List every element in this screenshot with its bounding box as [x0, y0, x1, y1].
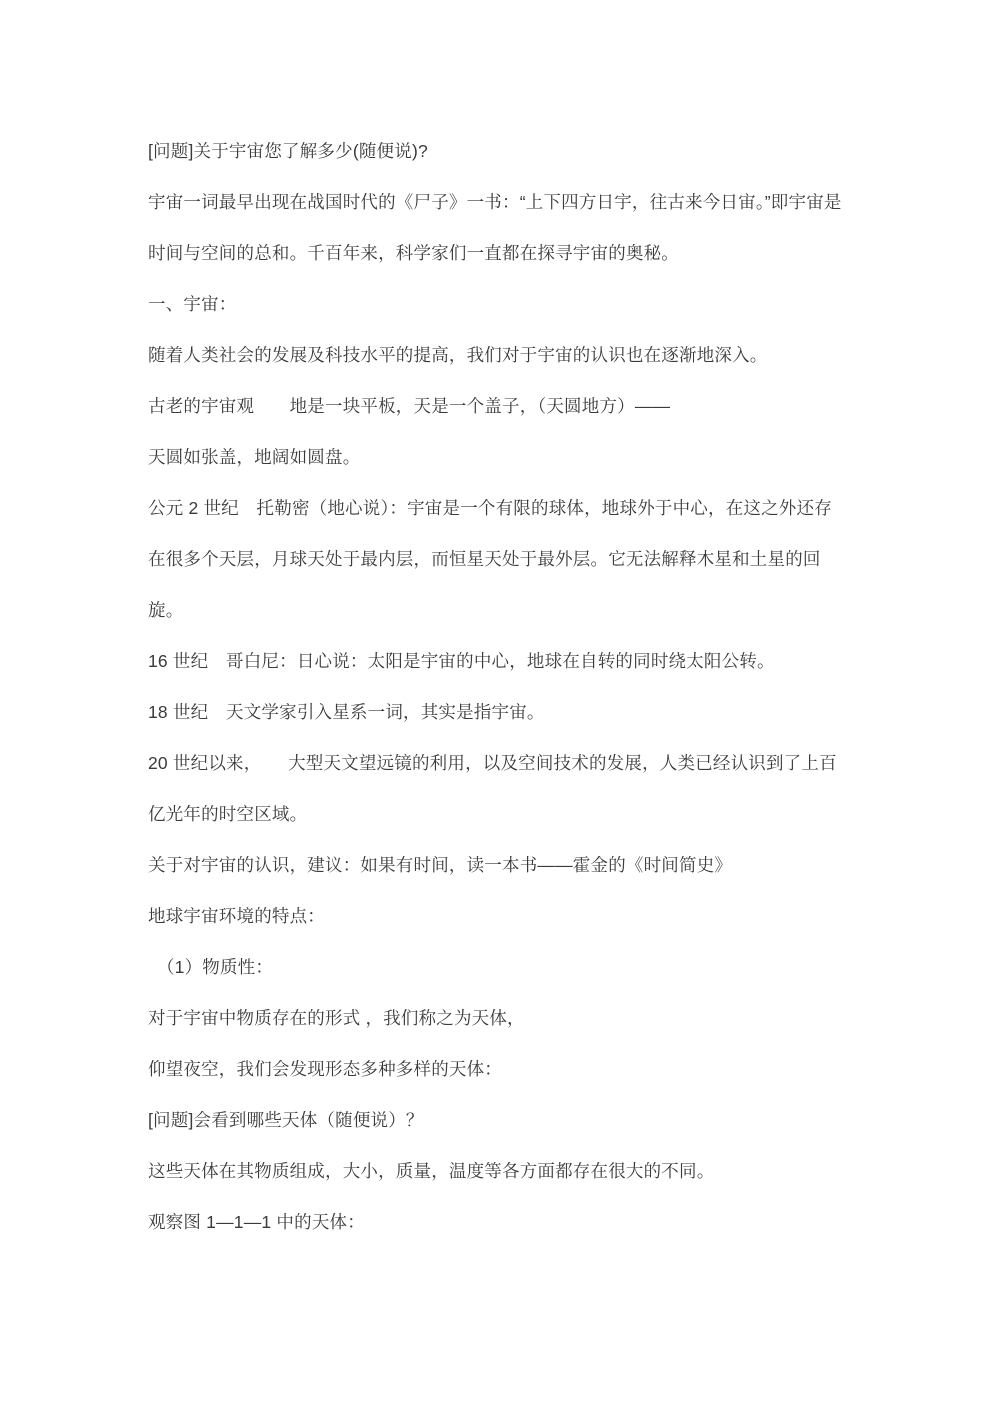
- paragraph-question-intro: [问题]关于宇宙您了解多少(随便说)?: [148, 141, 428, 161]
- paragraph-question-celestial-bodies: [问题]会看到哪些天体（随便说）？: [148, 1110, 424, 1130]
- heading-section-one: 一、宇宙：: [148, 294, 237, 314]
- paragraph-night-sky-observation: 仰望夜空，我们会发现形态多种多样的天体：: [148, 1059, 502, 1079]
- paragraph-ancient-cosmology: 古老的宇宙观 地是一块平板，天是一个盖子，（天圆地方）——: [148, 396, 671, 416]
- paragraph-reading-suggestion: 关于对宇宙的认识，建议：如果有时间，读一本书——霍金的《时间简史》: [148, 855, 733, 875]
- paragraph-18th-century-galaxy: 18 世纪 天文学家引入星系一词，其实是指宇宙。: [148, 702, 545, 722]
- paragraph-celestial-body-definition: 对于宇宙中物质存在的形式 ，我们称之为天体，: [148, 1008, 525, 1028]
- list-item-materiality: （1）物质性：: [148, 957, 274, 977]
- paragraph-earth-cosmic-environment: 地球宇宙环境的特点：: [148, 906, 325, 926]
- paragraph-copernicus-heliocentric: 16 世纪 哥白尼：日心说：太阳是宇宙的中心，地球在自转的同时绕太阳公转。: [148, 651, 775, 671]
- paragraph-celestial-body-differences: 这些天体在其物质组成，大小，质量，温度等各方面都存在很大的不同。: [148, 1161, 715, 1181]
- paragraph-ptolemy-geocentric: 公元 2 世纪 托勒密（地心说）：宇宙是一个有限的球体，地球外于中心，在这之外还存在很多个天层，月球天处于最内层，而恒星天处于最外层。它无法解释木星和土星的回旋。: [148, 498, 832, 620]
- paragraph-round-sky-square-earth: 天圆如张盖，地阔如圆盘。: [148, 447, 361, 467]
- paragraph-human-society-development: 随着人类社会的发展及科技水平的提高，我们对于宇宙的认识也在逐渐地深入。: [148, 345, 768, 365]
- document-text-body: [148, 126, 848, 1248]
- paragraph-universe-origin: 宇宙一词最早出现在战国时代的《尸子》一书：“上下四方日宇，往古来今日宙。”即宇宙是时间与空间的总和。千百年来，科学家们一直都在探寻宇宙的奥秘。: [148, 192, 842, 263]
- paragraph-20th-century-telescopes: 20 世纪以来， 大型天文望远镜的利用，以及空间技术的发展，人类已经认识到了上百亿光年的时空区域。: [148, 753, 837, 824]
- paragraph-observe-figure: 观察图 1—1—1 中的天体：: [148, 1212, 365, 1232]
